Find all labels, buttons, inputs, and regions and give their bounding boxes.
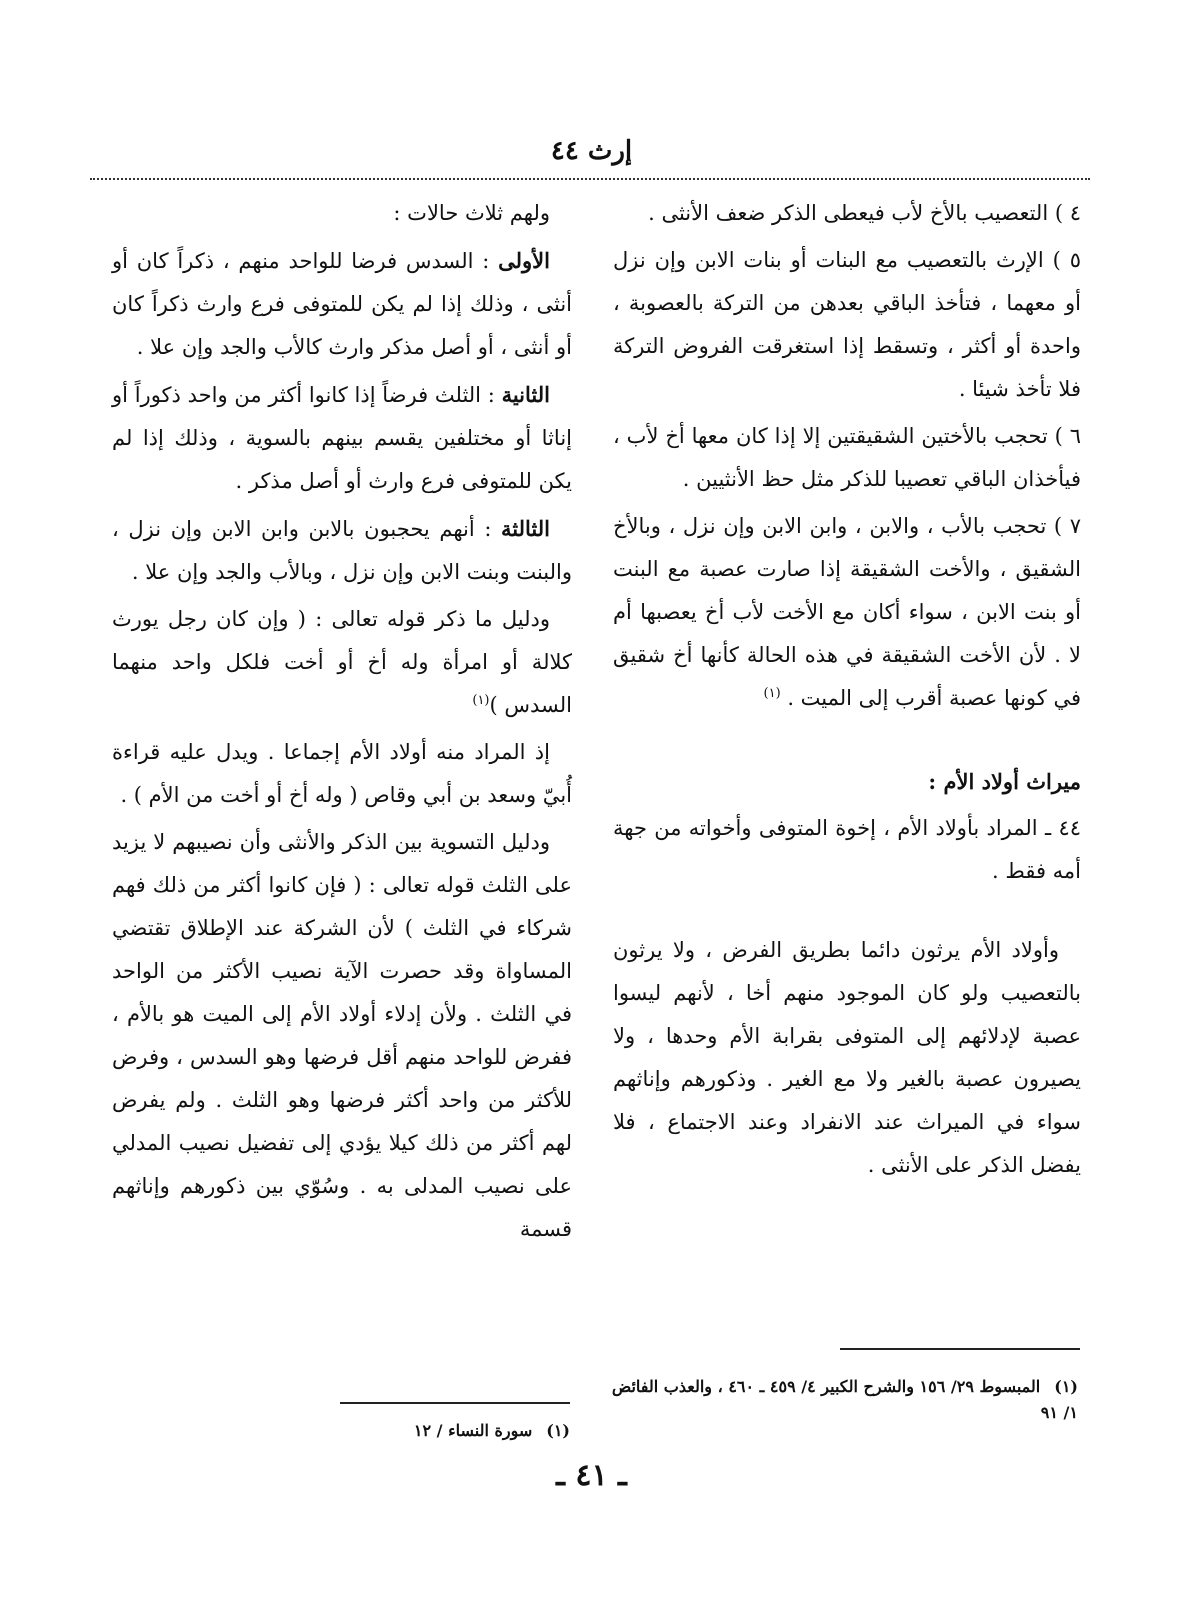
case-first-text: : السدس فرضا للواحد منهم ، ذكراً كان أو أنثى ، وذلك إذا لم يكن للمتوفى فرع وارث ذكراً كان أو أنثى ، أو أصل مذكر وارث كالأب والجد وإن علا . — [112, 249, 572, 359]
case-second-label: الثانية — [501, 382, 550, 407]
footnote-left — [340, 1418, 570, 1444]
case-third — [112, 507, 572, 594]
paragraph-6: ٦ ) تحجب بالأختين الشقيقتين إلا إذا كان معها أخ لأب ، فيأخذان الباقي تعصيبا للذكر مثل حظ الأنثيين . — [613, 424, 1081, 491]
header-dotted-rule — [90, 178, 1090, 180]
left-column — [112, 192, 572, 1255]
paragraph-7-text: ٧ ) تحجب بالأب ، والابن ، وابن الابن وإن نزل ، وبالأخ الشقيق ، والأخت الشقيقة إذا صارت عصبة مع البنت أو بنت الابن ، سواء أكان مع الأخت لأب أخ يعصبها أم لا . لأن الأخت الشقيقة في هذه الحالة كأنها أخ شقيق في كونها عصبة أقرب إلى الميت . — [613, 514, 1081, 710]
footnote-number: (١) — [1054, 1377, 1078, 1396]
paragraph-44: ٤٤ ـ المراد بأولاد الأم ، إخوة المتوفى وأخواته من جهة أمه فقط . — [613, 816, 1081, 883]
paragraph-4: ٤ ) التعصيب بالأخ لأب فيعطى الذكر ضعف الأنثى . — [648, 201, 1081, 225]
evidence-equality: ودليل التسوية بين الذكر والأنثى وأن نصيبهم لا يزيد على الثلث قوله تعالى : ( فإن كانوا أكثر من ذلك فهم شركاء في الثلث ) لأن الشركة عند الإطلاق تقتضي المساواة وقد حصرت الآية نصيب الأكثر من الواحد في الثلث . ولأن إدلاء أولاد الأم إلى الميت هو بالأم ، ففرض للواحد منهم أقل فرضها وهو السدس ، وفرض للأكثر من واحد أكثر فرضها وهو الثلث . ولم يفرض لهم أكثر من ذلك كيلا يؤدي إلى تفضيل نصيب المدلي على نصيب المدلى به . وسُوّي بين ذكورهم وإناثهم قسمة — [112, 830, 572, 1241]
case-third-text: : أنهم يحجبون بالابن وابن الابن وإن نزل ، والبنت وبنت الابن وإن نزل ، وبالأب والجد وإن علا . — [112, 517, 572, 584]
footnote-text: سورة النساء / ١٢ — [413, 1421, 533, 1440]
paragraph-7 — [613, 505, 1081, 720]
footnote-ref: (١) — [763, 686, 781, 701]
cases-intro: ولهم ثلاث حالات : — [393, 201, 550, 225]
right-column — [613, 192, 1081, 1191]
case-first-label: الأولى — [498, 248, 550, 273]
evidence-verse — [112, 598, 572, 727]
case-third-label: الثالثة — [501, 516, 550, 541]
paragraph-inheritance-rules: وأولاد الأم يرثون دائما بطريق الفرض ، ولا يرثون بالتعصيب ولو كان الموجود منهم أخا ، لأنهم ليسوا عصبة لإدلائهم إلى المتوفى بقرابة الأم وحدها ، ولا يصيرون عصبة بالغير ولا مع الغير . وذكورهم وإناثهم سواء في الميراث عند الانفراد وعند الاجتماع ، فلا يفضل الذكر على الأنثى . — [613, 938, 1081, 1177]
footnote-right — [600, 1374, 1078, 1426]
section-heading: ميراث أولاد الأم : — [928, 769, 1081, 794]
evidence-verse-text: ودليل ما ذكر قوله تعالى : ( وإن كان رجل يورث كلالة أو امرأة وله أخ أو أخت فلكل واحد منهما السدس ) — [112, 607, 572, 717]
case-second — [112, 373, 572, 503]
case-first — [112, 239, 572, 369]
footnote-divider — [340, 1402, 570, 1404]
paragraph-5: ٥ ) الإرث بالتعصيب مع البنات أو بنات الابن وإن نزل أو معهما ، فتأخذ الباقي بعدهن من التركة بالعصوبة ، واحدة أو أكثر ، وتسقط إذا استغرقت الفروض التركة فلا تأخذ شيئا . — [613, 248, 1081, 401]
case-second-text: : الثلث فرضاً إذا كانوا أكثر من واحد ذكوراً أو إناثا أو مختلفين يقسم بينهم بالسوية ، وذلك إذا لم يكن للمتوفى فرع وارث أو أصل مذكر . — [112, 383, 572, 493]
footnote-ref: (١) — [472, 693, 490, 708]
footnote-text: المبسوط ٢٩/ ١٥٦ والشرح الكبير ٤/ ٤٥٩ ـ ٤٦٠ ، والعذب الفائض ١/ ٩١ — [611, 1377, 1078, 1422]
evidence-consensus: إذ المراد منه أولاد الأم إجماعا . ويدل عليه قراءة أُبيّ وسعد بن أبي وقاص ( وله أخ أو أخت من الأم ) . — [112, 740, 572, 807]
footnote-number: (١) — [546, 1421, 570, 1440]
running-header: إرث ٤٤ — [550, 136, 633, 166]
page-number: ـ ٤١ ـ — [556, 1458, 627, 1493]
footnote-divider — [840, 1348, 1080, 1350]
